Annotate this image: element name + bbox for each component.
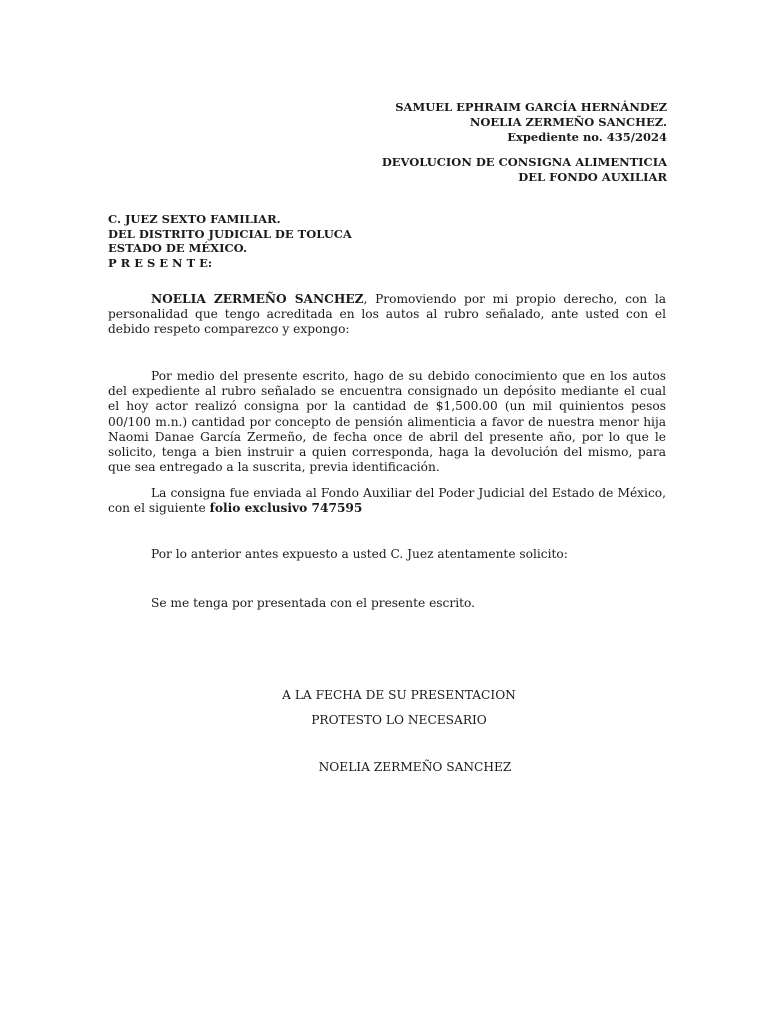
closing-date-line: A LA FECHA DE SU PRESENTACION: [282, 688, 516, 702]
addressee-line-1: C. JUEZ SEXTO FAMILIAR.: [108, 212, 281, 226]
addressee-line-4: P R E S E N T E:: [108, 255, 213, 270]
addressee-line-2: DEL DISTRITO JUDICIAL DE TOLUCA: [108, 226, 352, 241]
subject-line-1: DEVOLUCION DE CONSIGNA ALIMENTICIA: [381, 155, 667, 169]
consigna-text: La consigna fue enviada al Fondo Auxiliar del Poder Judicial del Estado de México, con el siguiente: [108, 486, 666, 516]
party-name-1: SAMUEL EPHRAIM GARCÍA HERNÁNDEZ: [395, 100, 667, 114]
subject-line-2: DEL FONDO AUXILIAR: [518, 170, 667, 184]
intro-name: NOELIA ZERMEÑO SANCHEZ: [151, 292, 364, 306]
intro-paragraph: [108, 292, 666, 338]
closing-date-row: [0, 688, 768, 703]
document-subject: [382, 155, 667, 185]
closing-protest-row: [0, 713, 768, 728]
signature-name: NOELIA ZERMEÑO SANCHEZ: [318, 760, 512, 774]
case-number: Expediente no. 435/2024: [507, 130, 667, 144]
main-paragraph: Por medio del presente escrito, hago de su debido conocimiento que en los autos del expediente al rubro señalado se encuentra consignado un depósito mediante el cual el hoy actor realizó consigna por la cantidad de $1,500.00 (un mil quinientos pesos 00/100 m.n.) cantidad por concepto de pensión alimenticia a favor de nuestra menor hija Naomi Danae García Zermeño, de fecha once de abril del presente año, por lo que le solicito, tenga a bien instruir a quien corresponda, haga la devolución del mismo, para que sea entregado a la suscrita, previa identificación.: [108, 369, 666, 475]
petition-line: Se me tenga por presentada con el presente escrito.: [151, 596, 476, 610]
party-name-2: NOELIA ZERMEÑO SANCHEZ.: [469, 115, 667, 129]
intro-text: , Promoviendo por mi propio derecho, con la personalidad que tengo acreditada en los autos al rubro señalado, ante usted con el debido respeto comparezco y expongo:: [108, 292, 666, 337]
request-line: Por lo anterior antes expuesto a usted C. Juez atentamente solicito:: [151, 547, 568, 561]
consigna-paragraph: [108, 486, 666, 516]
case-header: [395, 100, 667, 145]
closing-protest-line: PROTESTO LO NECESARIO: [311, 713, 487, 727]
folio-number: folio exclusivo 747595: [209, 501, 363, 516]
addressee-line-3: ESTADO DE MÉXICO.: [108, 241, 247, 255]
signature-row: [0, 760, 768, 775]
addressee-block: [108, 212, 352, 270]
